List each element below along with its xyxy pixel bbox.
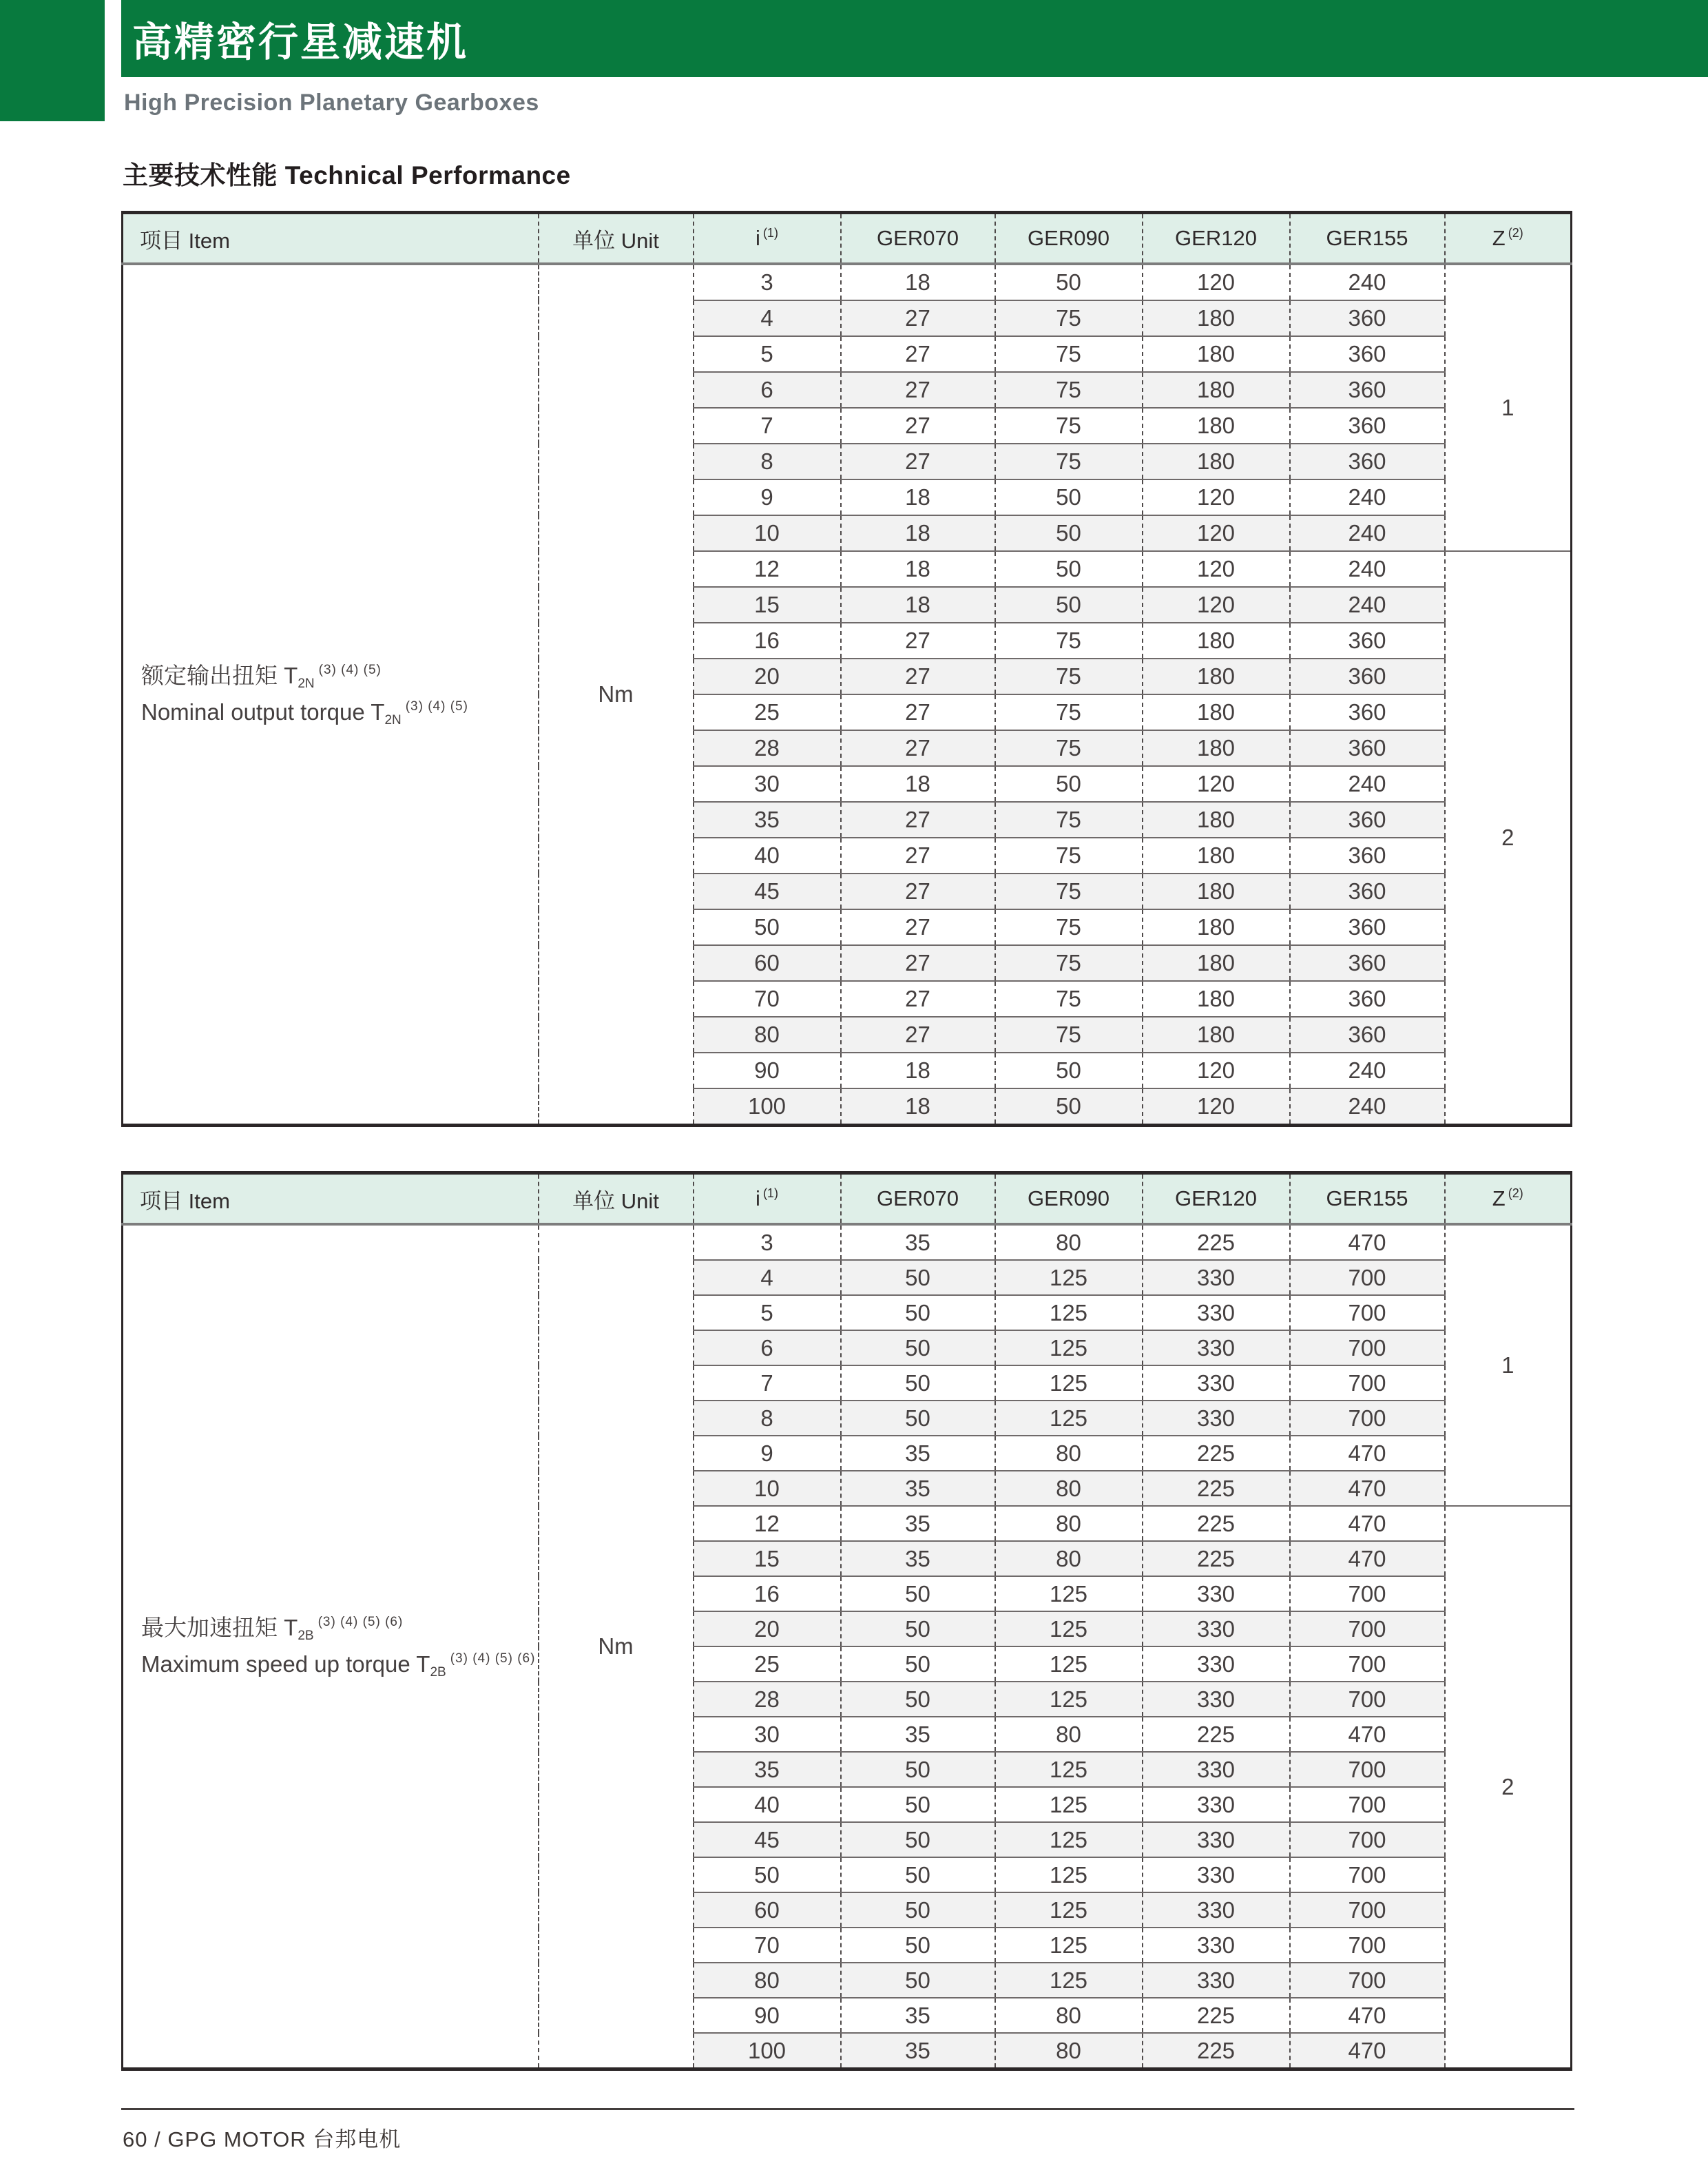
torque-value-cell: 360 [1290,444,1445,479]
torque-value-cell: 180 [1143,1017,1290,1053]
page-title: 高精密行星减速机 [132,20,469,65]
torque-value-cell: 470 [1290,1998,1445,2033]
torque-value-cell: 27 [841,730,995,766]
torque-value-cell: 18 [841,766,995,802]
torque-value-cell: 330 [1143,1857,1290,1892]
torque-value-cell: 360 [1290,694,1445,730]
torque-value-cell: 470 [1290,1717,1445,1752]
col-header-ger120: GER120 [1143,1173,1290,1225]
torque-value-cell: 18 [841,1088,995,1126]
torque-value-cell: 360 [1290,372,1445,408]
torque-value-cell: 50 [995,479,1143,515]
torque-value-cell: 27 [841,909,995,945]
torque-value-cell: 50 [841,1752,995,1787]
torque-value-cell: 180 [1143,730,1290,766]
torque-value-cell: 50 [841,1928,995,1963]
ratio-cell: 90 [694,1998,841,2033]
torque-value-cell: 125 [995,1611,1143,1646]
ratio-cell: 28 [694,1682,841,1717]
torque-value-cell: 75 [995,802,1143,838]
ratio-cell: 25 [694,694,841,730]
torque-value-cell: 700 [1290,1892,1445,1928]
ratio-cell: 50 [694,909,841,945]
torque-value-cell: 50 [995,264,1143,300]
ratio-cell: 15 [694,1541,841,1576]
torque-value-cell: 75 [995,444,1143,479]
torque-value-cell: 120 [1143,515,1290,551]
torque-value-cell: 120 [1143,1053,1290,1088]
torque-value-cell: 50 [995,551,1143,587]
torque-value-cell: 50 [841,1295,995,1330]
torque-value-cell: 50 [995,515,1143,551]
torque-value-cell: 125 [995,1787,1143,1822]
torque-value-cell: 125 [995,1260,1143,1295]
torque-value-cell: 35 [841,2033,995,2069]
torque-value-cell: 27 [841,623,995,659]
torque-value-cell: 360 [1290,981,1445,1017]
table-header-row [123,213,1572,265]
torque-value-cell: 240 [1290,551,1445,587]
unit-cell: Nm [539,264,694,1126]
torque-value-cell: 180 [1143,981,1290,1017]
torque-value-cell: 80 [995,2033,1143,2069]
torque-value-cell: 700 [1290,1963,1445,1998]
torque-value-cell: 470 [1290,1224,1445,1260]
torque-value-cell: 27 [841,372,995,408]
torque-value-cell: 700 [1290,1928,1445,1963]
torque-value-cell: 50 [841,1401,995,1436]
torque-value-cell: 27 [841,945,995,981]
ratio-cell: 50 [694,1857,841,1892]
col-header-ratio: i $^{(1)}$ [694,1173,841,1225]
torque-value-cell: 75 [995,909,1143,945]
ratio-cell: 16 [694,623,841,659]
torque-value-cell: 700 [1290,1611,1445,1646]
torque-value-cell: 225 [1143,1506,1290,1541]
torque-value-cell: 18 [841,515,995,551]
torque-value-cell: 75 [995,981,1143,1017]
torque-value-cell: 27 [841,981,995,1017]
col-header-ger090: GER090 [995,213,1143,265]
ratio-cell: 9 [694,479,841,515]
ratio-cell: 6 [694,1330,841,1365]
section-heading: 主要技术性能 Technical Performance [123,161,571,189]
ratio-cell: 70 [694,981,841,1017]
item-label-zh: 最大加速扭矩 $T_{2B}^{(3) (4) (5) (6)}$ [141,1614,404,1643]
torque-value-cell: 180 [1143,874,1290,909]
torque-value-cell: 700 [1290,1330,1445,1365]
torque-value-cell: 225 [1143,1436,1290,1471]
ratio-cell: 12 [694,551,841,587]
ratio-cell: 40 [694,838,841,874]
torque-value-cell: 50 [841,1787,995,1822]
ratio-cell: 7 [694,408,841,444]
ratio-cell: 100 [694,2033,841,2069]
torque-value-cell: 330 [1143,1330,1290,1365]
torque-value-cell: 18 [841,587,995,623]
torque-value-cell: 18 [841,1053,995,1088]
torque-value-cell: 75 [995,623,1143,659]
torque-value-cell: 80 [995,1436,1143,1471]
torque-value-cell: 35 [841,1471,995,1506]
ratio-cell: 20 [694,1611,841,1646]
col-header-item: 项目 Item [123,213,539,265]
torque-value-cell: 35 [841,1541,995,1576]
ratio-cell: 5 [694,336,841,372]
ratio-cell: 100 [694,1088,841,1126]
torque-value-cell: 225 [1143,1224,1290,1260]
col-header-item: 项目 Item [123,1173,539,1225]
torque-value-cell: 700 [1290,1787,1445,1822]
torque-value-cell: 700 [1290,1822,1445,1857]
torque-value-cell: 700 [1290,1295,1445,1330]
torque-value-cell: 80 [995,1224,1143,1260]
col-header-unit: 单位 Unit [539,1173,694,1225]
ratio-cell: 10 [694,1471,841,1506]
torque-value-cell: 50 [841,1963,995,1998]
torque-value-cell: 125 [995,1682,1143,1717]
torque-value-cell: 75 [995,1017,1143,1053]
torque-value-cell: 360 [1290,623,1445,659]
item-label-cell [123,1224,539,2069]
unit-cell: Nm [539,1224,694,2069]
torque-value-cell: 50 [841,1611,995,1646]
z-count-cell: 1 [1445,1224,1572,1506]
torque-value-cell: 120 [1143,551,1290,587]
page-banner [121,0,1708,77]
torque-value-cell: 120 [1143,1088,1290,1126]
torque-value-cell: 180 [1143,838,1290,874]
torque-value-cell: 240 [1290,479,1445,515]
ratio-cell: 45 [694,1822,841,1857]
ratio-cell: 7 [694,1365,841,1401]
torque-value-cell: 80 [995,1506,1143,1541]
nominal-output-torque-table [121,211,1572,1127]
torque-value-cell: 240 [1290,1088,1445,1126]
torque-value-cell: 50 [995,1053,1143,1088]
ratio-cell: 15 [694,587,841,623]
torque-value-cell: 125 [995,1822,1143,1857]
torque-value-cell: 75 [995,659,1143,694]
ratio-cell: 16 [694,1576,841,1611]
torque-value-cell: 35 [841,1506,995,1541]
torque-value-cell: 27 [841,1017,995,1053]
col-header-unit: 单位 Unit [539,213,694,265]
torque-value-cell: 50 [841,1682,995,1717]
torque-value-cell: 50 [841,1822,995,1857]
torque-value-cell: 50 [841,1576,995,1611]
torque-value-cell: 50 [995,587,1143,623]
ratio-cell: 40 [694,1787,841,1822]
torque-value-cell: 27 [841,838,995,874]
col-header-z: Z $^{(2)}$ [1445,213,1572,265]
torque-value-cell: 240 [1290,766,1445,802]
torque-value-cell: 240 [1290,1053,1445,1088]
col-header-ger090: GER090 [995,1173,1143,1225]
torque-value-cell: 330 [1143,1787,1290,1822]
torque-value-cell: 180 [1143,444,1290,479]
item-label-cell [123,264,539,1126]
torque-value-cell: 50 [841,1260,995,1295]
ratio-cell: 4 [694,1260,841,1295]
torque-value-cell: 27 [841,694,995,730]
z-count-cell: 1 [1445,264,1572,551]
col-header-z: Z $^{(2)}$ [1445,1173,1572,1225]
torque-value-cell: 35 [841,1998,995,2033]
torque-value-cell: 50 [995,766,1143,802]
torque-value-cell: 27 [841,300,995,336]
torque-value-cell: 700 [1290,1365,1445,1401]
z-count-cell: 2 [1445,1506,1572,2069]
ratio-cell: 30 [694,766,841,802]
page-footer: 60 / GPG MOTOR 台邦电机 [123,2127,402,2151]
torque-value-cell: 75 [995,730,1143,766]
torque-value-cell: 125 [995,1928,1143,1963]
torque-value-cell: 180 [1143,300,1290,336]
ratio-cell: 28 [694,730,841,766]
torque-value-cell: 700 [1290,1857,1445,1892]
torque-value-cell: 80 [995,1541,1143,1576]
torque-value-cell: 125 [995,1365,1143,1401]
torque-value-cell: 180 [1143,945,1290,981]
torque-value-cell: 180 [1143,372,1290,408]
torque-value-cell: 18 [841,264,995,300]
col-header-ratio: i $^{(1)}$ [694,213,841,265]
torque-value-cell: 330 [1143,1576,1290,1611]
torque-value-cell: 125 [995,1295,1143,1330]
torque-value-cell: 27 [841,444,995,479]
ratio-cell: 8 [694,1401,841,1436]
item-label-zh: 额定输出扭矩 $T_{2N}^{(3) (4) (5)}$ [141,662,382,691]
torque-value-cell: 360 [1290,945,1445,981]
torque-value-cell: 120 [1143,264,1290,300]
torque-value-cell: 125 [995,1330,1143,1365]
ratio-cell: 60 [694,1892,841,1928]
torque-value-cell: 225 [1143,1717,1290,1752]
torque-value-cell: 225 [1143,1471,1290,1506]
torque-value-cell: 50 [841,1330,995,1365]
spec-row [123,264,1572,300]
ratio-cell: 9 [694,1436,841,1471]
torque-value-cell: 75 [995,874,1143,909]
torque-value-cell: 360 [1290,802,1445,838]
torque-value-cell: 330 [1143,1611,1290,1646]
torque-value-cell: 360 [1290,408,1445,444]
torque-value-cell: 330 [1143,1646,1290,1682]
torque-value-cell: 180 [1143,659,1290,694]
torque-value-cell: 470 [1290,1471,1445,1506]
torque-value-cell: 50 [841,1365,995,1401]
torque-value-cell: 75 [995,838,1143,874]
torque-value-cell: 180 [1143,694,1290,730]
torque-value-cell: 470 [1290,2033,1445,2069]
torque-value-cell: 700 [1290,1646,1445,1682]
ratio-cell: 60 [694,945,841,981]
torque-value-cell: 330 [1143,1822,1290,1857]
torque-value-cell: 360 [1290,659,1445,694]
page-subtitle: High Precision Planetary Gearboxes [124,90,539,116]
ratio-cell: 35 [694,1752,841,1787]
col-header-ger155: GER155 [1290,213,1445,265]
torque-value-cell: 180 [1143,336,1290,372]
ratio-cell: 8 [694,444,841,479]
torque-value-cell: 330 [1143,1365,1290,1401]
item-label-en: Maximum speed up torque $T_{2B}^{(3) (4) (5) (6)}$ [141,1651,536,1680]
torque-value-cell: 470 [1290,1436,1445,1471]
col-header-ger070: GER070 [841,1173,995,1225]
ratio-cell: 3 [694,1224,841,1260]
torque-value-cell: 360 [1290,909,1445,945]
torque-value-cell: 120 [1143,587,1290,623]
torque-value-cell: 330 [1143,1892,1290,1928]
torque-value-cell: 35 [841,1717,995,1752]
torque-value-cell: 27 [841,874,995,909]
torque-value-cell: 330 [1143,1752,1290,1787]
torque-value-cell: 80 [995,1471,1143,1506]
col-header-ger155: GER155 [1290,1173,1445,1225]
torque-value-cell: 330 [1143,1682,1290,1717]
torque-value-cell: 27 [841,408,995,444]
torque-value-cell: 75 [995,694,1143,730]
torque-value-cell: 120 [1143,479,1290,515]
ratio-cell: 4 [694,300,841,336]
torque-value-cell: 50 [841,1892,995,1928]
ratio-cell: 70 [694,1928,841,1963]
footer-divider [121,2108,1574,2110]
torque-value-cell: 330 [1143,1963,1290,1998]
torque-value-cell: 360 [1290,874,1445,909]
torque-value-cell: 360 [1290,336,1445,372]
ratio-cell: 10 [694,515,841,551]
torque-value-cell: 180 [1143,802,1290,838]
torque-value-cell: 80 [995,1998,1143,2033]
ratio-cell: 45 [694,874,841,909]
ratio-cell: 25 [694,1646,841,1682]
torque-value-cell: 225 [1143,2033,1290,2069]
torque-value-cell: 700 [1290,1752,1445,1787]
torque-value-cell: 50 [841,1646,995,1682]
ratio-cell: 3 [694,264,841,300]
torque-value-cell: 75 [995,300,1143,336]
torque-value-cell: 75 [995,336,1143,372]
torque-value-cell: 35 [841,1224,995,1260]
torque-value-cell: 125 [995,1963,1143,1998]
torque-value-cell: 360 [1290,838,1445,874]
ratio-cell: 6 [694,372,841,408]
torque-value-cell: 125 [995,1646,1143,1682]
ratio-cell: 20 [694,659,841,694]
torque-value-cell: 120 [1143,766,1290,802]
torque-value-cell: 240 [1290,264,1445,300]
torque-value-cell: 360 [1290,730,1445,766]
ratio-cell: 5 [694,1295,841,1330]
ratio-cell: 12 [694,1506,841,1541]
z-count-cell: 2 [1445,551,1572,1126]
ratio-cell: 90 [694,1053,841,1088]
torque-value-cell: 700 [1290,1576,1445,1611]
torque-value-cell: 125 [995,1752,1143,1787]
torque-value-cell: 125 [995,1857,1143,1892]
torque-value-cell: 180 [1143,408,1290,444]
torque-value-cell: 27 [841,802,995,838]
torque-value-cell: 18 [841,479,995,515]
torque-value-cell: 125 [995,1401,1143,1436]
maximum-speedup-torque-table [121,1171,1572,2071]
torque-value-cell: 330 [1143,1295,1290,1330]
torque-value-cell: 75 [995,408,1143,444]
torque-value-cell: 470 [1290,1541,1445,1576]
torque-value-cell: 360 [1290,300,1445,336]
torque-value-cell: 80 [995,1717,1143,1752]
left-accent-bar [0,0,105,121]
ratio-cell: 35 [694,802,841,838]
torque-value-cell: 240 [1290,587,1445,623]
ratio-cell: 30 [694,1717,841,1752]
torque-value-cell: 225 [1143,1541,1290,1576]
torque-value-cell: 225 [1143,1998,1290,2033]
ratio-cell: 80 [694,1017,841,1053]
torque-value-cell: 180 [1143,623,1290,659]
torque-value-cell: 18 [841,551,995,587]
torque-value-cell: 330 [1143,1260,1290,1295]
torque-value-cell: 125 [995,1892,1143,1928]
torque-value-cell: 125 [995,1576,1143,1611]
col-header-ger070: GER070 [841,213,995,265]
torque-value-cell: 75 [995,945,1143,981]
torque-value-cell: 35 [841,1436,995,1471]
torque-value-cell: 50 [841,1857,995,1892]
torque-value-cell: 470 [1290,1506,1445,1541]
spec-row [123,1224,1572,1260]
torque-value-cell: 50 [995,1088,1143,1126]
torque-value-cell: 27 [841,659,995,694]
table-header-row [123,1173,1572,1225]
torque-value-cell: 330 [1143,1928,1290,1963]
ratio-cell: 80 [694,1963,841,1998]
item-label-en: Nominal output torque $T_{2N}^{(3) (4) (5)}$ [141,699,468,727]
col-header-ger120: GER120 [1143,213,1290,265]
torque-value-cell: 27 [841,336,995,372]
torque-value-cell: 360 [1290,1017,1445,1053]
torque-value-cell: 700 [1290,1401,1445,1436]
torque-value-cell: 330 [1143,1401,1290,1436]
torque-value-cell: 700 [1290,1682,1445,1717]
torque-value-cell: 240 [1290,515,1445,551]
torque-value-cell: 180 [1143,909,1290,945]
torque-value-cell: 75 [995,372,1143,408]
torque-value-cell: 700 [1290,1260,1445,1295]
